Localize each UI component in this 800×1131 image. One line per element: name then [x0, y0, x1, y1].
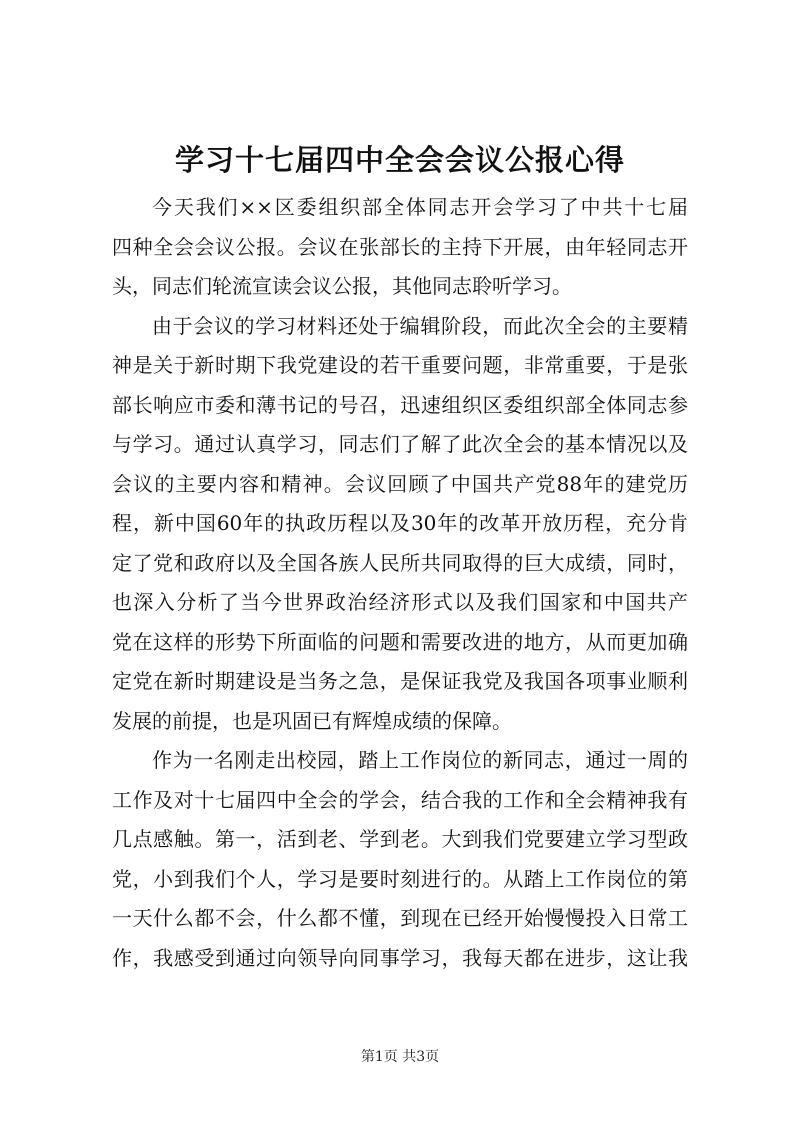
- document-body: [112, 188, 688, 978]
- paragraph-2-line-1: 由于会议的学习材料还处于编辑阶段，而此次全会的主要精: [152, 313, 688, 338]
- paragraph-1-line-3: 头，同志们轮流宣读会议公报，其他同志聆听学习。: [112, 274, 572, 298]
- document-title: 学习十七届四中全会会议公报心得: [174, 143, 625, 177]
- paragraph-2-line-11: 发展的前提，也是巩固已有辉煌成绩的保障。: [112, 708, 512, 733]
- paragraph-3-line-2: 工作及对十七届四中全会的学会，结合我的工作和全会精神我有: [112, 787, 688, 812]
- paragraph-2-line-10: 定党在新时期建设是当务之急，是保证我党及我国各项事业顺利: [112, 669, 688, 693]
- paragraph-1-line-2: 四种全会会议公报。会议在张部长的主持下开展，由年轻同志开: [112, 234, 688, 259]
- paragraph-3-line-3: 几点感触。第一，活到老、学到老。大到我们党要建立学习型政: [112, 827, 688, 851]
- paragraph-2-line-9: 党在这样的形势下所面临的问题和需要改进的地方，从而更加确: [112, 629, 688, 654]
- paragraph-3-line-4: 党，小到我们个人，学习是要时刻进行的。从踏上工作岗位的第: [112, 866, 688, 891]
- paragraph-2-line-6: 程，新中国60年的执政历程以及30年的改革开放历程，充分肯: [112, 511, 688, 535]
- paragraph-2-line-4: 与学习。通过认真学习，同志们了解了此次全会的基本情况以及: [112, 432, 688, 456]
- paragraph-3-line-1: 作为一名刚走出校园，踏上工作岗位的新同志，通过一周的: [152, 748, 688, 772]
- paragraph-3-line-6: 作，我感受到通过向领导向同事学习，我每天都在进步，这让我: [112, 945, 688, 970]
- paragraph-2-line-3: 部长响应市委和薄书记的号召，迅速组织区委组织部全体同志参: [112, 392, 688, 417]
- paragraph-1-line-1: 今天我们××区委组织部全体同志开会学习了中共十七届: [152, 195, 688, 219]
- paragraph-2-line-8: 也深入分析了当今世界政治经济形式以及我们国家和中国共产: [112, 590, 688, 614]
- page-footer: 第1页 共3页: [360, 1049, 440, 1065]
- paragraph-2-line-2: 神是关于新时期下我党建设的若干重要问题，非常重要，于是张: [112, 353, 688, 377]
- paragraph-3-line-5: 一天什么都不会，什么都不懂，到现在已经开始慢慢投入日常工: [112, 906, 688, 930]
- paragraph-2-line-7: 定了党和政府以及全国各族人民所共同取得的巨大成绩，同时，: [112, 550, 688, 575]
- paragraph-2-line-5: 会议的主要内容和精神。会议回顾了中国共产党88年的建党历: [112, 471, 688, 496]
